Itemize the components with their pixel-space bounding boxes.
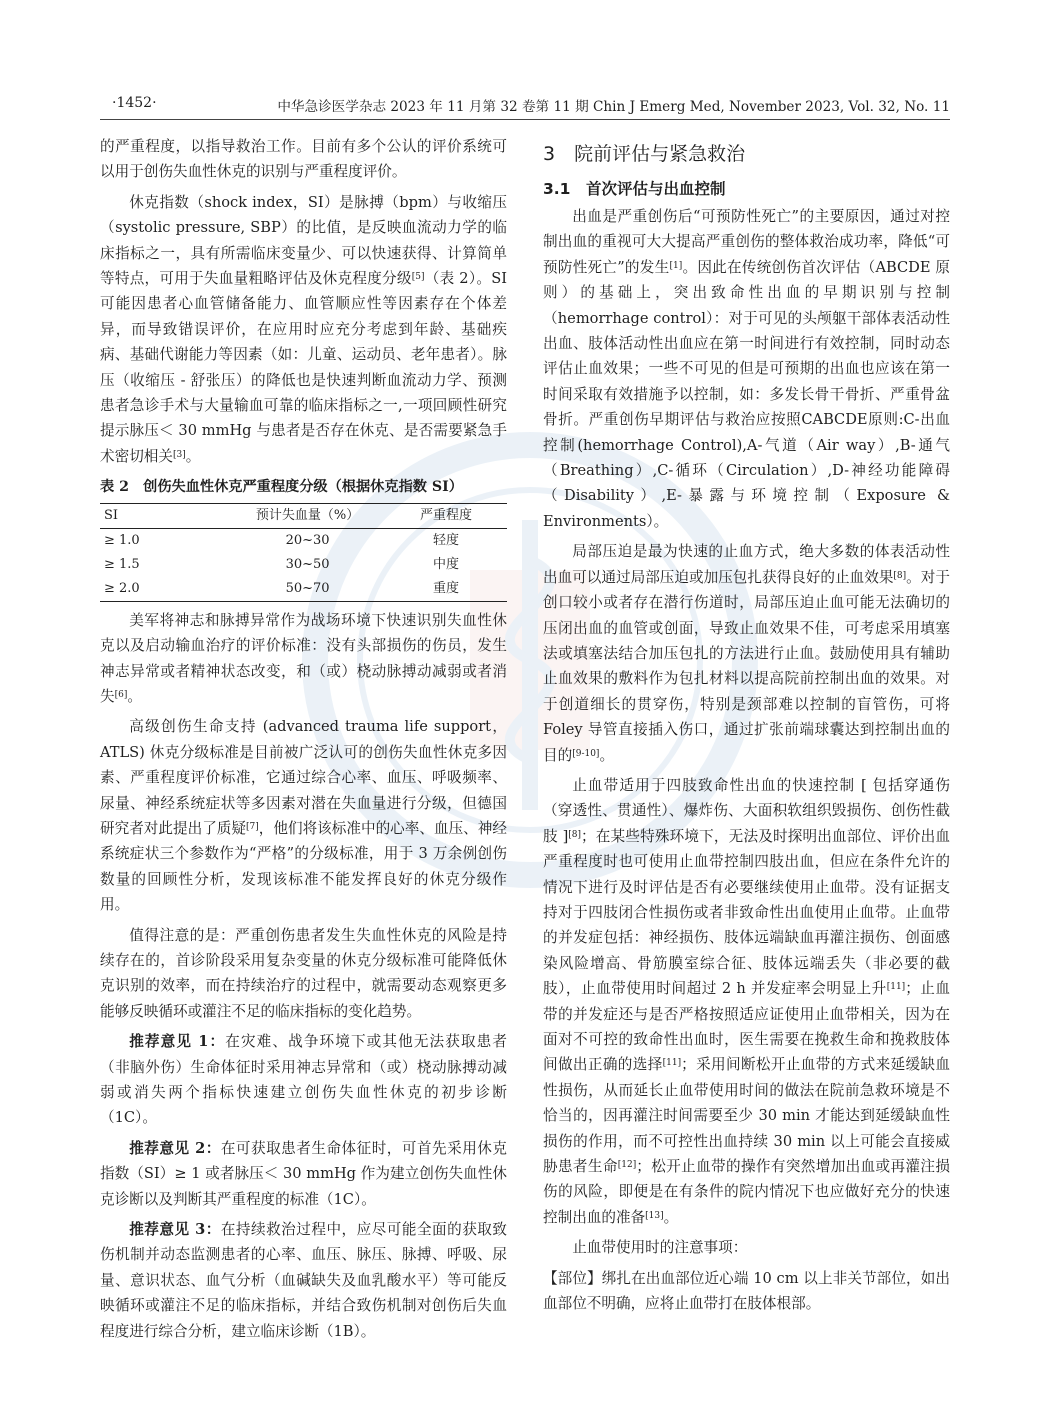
table-header-cell: 严重程度 <box>385 503 507 528</box>
paragraph-notes-title: 止血带使用时的注意事项： <box>572 1239 748 1257</box>
table-row <box>100 577 507 602</box>
paragraph-hemorrhage: 出血是严重创伤后“可预防性死亡”的主要原因，通过对控制出血的重视可大大提高严重创伤的整体救治成功率，降低“可预防性死亡”的发生[1]。因此在传统创伤首次评估（ABCDE 原则）的基础上，突出致命性出血的早期识别与控制（hemorrhage control）：对于可见的头颅躯干部体表活动性出血、肢体活动性出血应在第一时间进行有效控制，同时动态评估止血效果；一些不可见的但是可预期的出血也应该在第一时间采取有效措施予以控制，如：多发长骨干骨折、严重骨盆骨折。严重创伤早期评估与救治应按照CABCDE原则:C-出血控制(hemorrhage Control),A-气道（Air way）,B-通气（Breathing）,C-循环（Circulation）,D-神经功能障碍（Disability）,E-暴露与环境控制（Exposure & Environments）。 <box>543 208 950 530</box>
recommendation-3: 推荐意见 3：在持续救治过程中，应尽可能全面的获取致伤机制并动态监测患者的心率、血压、脉压、脉搏、呼吸、尿量、意识状态、血气分析（血碱缺失及血乳酸水平）等可能反映循环或灌注不足的临床指标，并结合致伤机制对创伤后失血程度进行综合分析，建立临床诊断（1B）。 <box>100 1221 507 1340</box>
subsection-heading: 3.1 首次评估与出血控制 <box>543 180 726 198</box>
table-cell: 重度 <box>385 577 507 602</box>
journal-running-title: 中华急诊医学杂志 2023 年 11 月第 32 卷第 11 期 Chin J Emerg Med, November 2023, Vol. 32, No. 11 <box>277 99 950 115</box>
section-heading: 3 院前评估与紧急救治 <box>543 143 746 165</box>
table-cell: 轻度 <box>432 532 459 548</box>
paragraph-compression: 局部压迫是最为快速的止血方式，绝大多数的体表活动性出血可以通过局部压迫或加压包扎获得良好的止血效果[8]。对于创口较小或者存在潜行伤道时，局部压迫止血可能无法确切的压闭出血的血管或创面，导致止血效果不佳，可考虑采用填塞法或填塞法结合加压包扎的方法进行止血。鼓励使用具有辅助止血效果的敷料作为包扎材料以提高院前控制出血的效果。对于创道细长的贯穿伤，特别是颈部难以控制的盲管伤，可将 Foley 导管直接插入伤口，通过扩张前端球囊达到控制出血的目的[9-10]。 <box>543 543 950 764</box>
table-cell: ≥ 2.0 <box>100 577 230 602</box>
paragraph-position: 【部位】绑扎在出血部位近心端 10 cm 以上非关节部位，如出血部位不明确，应将止血带打在肢体根部。 <box>543 1269 950 1313</box>
table-row <box>100 528 507 553</box>
page-number: ·1452· <box>112 95 157 111</box>
shock-severity-table <box>100 503 507 602</box>
table-cell: 中度 <box>432 556 459 572</box>
recommendation-1: 推荐意见 1：在灾难、战争环境下或其他无法获取患者（非脑外伤）生命体征时采用神志异常和（或）桡动脉搏动减弱或消失两个指标快速建立创伤失血性休克的初步诊断（1C）。 <box>100 1033 507 1127</box>
table-cell: 30~50 <box>285 556 330 572</box>
right-column <box>543 134 950 1321</box>
table-header-cell: 预计失血量（%） <box>230 503 385 528</box>
paragraph-atls: 高级创伤生命支持 (advanced trauma life support，ATLS) 休克分级标准是目前被广泛认可的创伤失血性休克多因素、严重程度评价标准，它通过综合心率、血压、呼吸频率、尿量、神经系统症状等多因素对潜在失血量进行分级，但德国研究者对此提出了质疑[7]，他们将该标准中的心率、血压、神经系统症状三个参数作为“严格”的分级标准，用于 3 万余例创伤数量的回顾性分析，发现该标准不能发挥良好的休克分级作用。 <box>100 718 507 914</box>
paragraph: 的严重程度，以指导救治工作。目前有多个公认的评价系统可以用于创伤失血性休克的识别与严重程度评价。 <box>100 138 507 181</box>
left-column <box>100 134 507 1349</box>
table-row <box>100 553 507 577</box>
table-cell: ≥ 1.0 <box>104 532 140 548</box>
recommendation-2: 推荐意见 2：在可获取患者生命体征时，可首先采用休克指数（SI）≥ 1 或者脉压＜ 30 mmHg 作为建立创伤失血性休克诊断以及判断其严重程度的标准（1C）。 <box>100 1139 507 1208</box>
paragraph-shock-index: 休克指数（shock index，SI）是脉搏（bpm）与收缩压（systolic pressure, SBP）的比值，是反映血流动力学的临床指标之一，具有所需临床变量少、可以快速获得、计算简单等特点，可用于失血量粗略评估及休克程度分级[5]（表 2）。SI 可能因患者心血管储备能力、血管顺应性等因素存在个体差异，而导致错误评价，在应用时应充分考虑到年龄、基础疾病、基础代谢能力等因素（如：儿童、运动员、老年患者）。脉压（收缩压 - 舒张压）的降低也是快速判断血流动力学、预测患者急诊手术与大量输血可靠的临床指标之一,一项回顾性研究提示脉压＜ 30 mmHg 与患者是否存在休克、是否需要紧急手术密切相关[3]。 <box>100 193 507 465</box>
table-caption: 表 2 创伤失血性休克严重程度分级（根据休克指数 SI） <box>100 479 463 496</box>
paragraph-note: 值得注意的是：严重创伤患者发生失血性休克的风险是持续存在的，首诊阶段采用复杂变量的休克分级标准可能降低休克识别的效率，而在持续治疗的过程中，就需要动态观察更多能够反映循环或灌注不足的临床指标的变化趋势。 <box>100 926 507 1020</box>
table-cell: ≥ 1.5 <box>104 556 140 572</box>
page-header <box>100 93 950 120</box>
table-cell: 20~30 <box>285 532 330 548</box>
paragraph-tourniquet: 止血带适用于四肢致命性出血的快速控制 [ 包括穿通伤（穿透性、贯通性）、爆炸伤、大面积软组织毁损伤、创伤性截肢 ][8]；在某些特殊环境下，无法及时探明出血部位、评价出血严重程度时也可使用止血带控制四肢出血，但应在条件允许的情况下进行及时评估是否有必要继续使用止血带。没有证据支持对于四肢闭合性损伤或者非致命性出血使用止血带。止血带的并发症包括：神经损伤、肢体远端缺血再灌注损伤、创面感染风险增高、骨筋膜室综合征、肢体远端丢失（非必要的截肢），止血带使用时间超过 2 h 并发症率会明显上升[11]；止血带的并发症还与是否严格按照适应证使用止血带相关，因为在面对不可控的致命性出血时，医生需要在挽救生命和挽救肢体间做出正确的选择[11]；采用间断松开止血带的方式来延缓缺血性损伤，从而延长止血带使用时间的做法在院前急救环境是不恰当的，因再灌注时间需要至少 30 min 才能达到延缓缺血性损伤的作用，而不可控性出血持续 30 min 以上可能会直接威胁患者生命[12]；松开止血带的操作有突然增加出血或再灌注损伤的风险，即便是在有条件的院内情况下也应做好充分的快速控制出血的准备[13]。 <box>543 776 950 1226</box>
paragraph-us-military: 美军将神志和脉搏异常作为战场环境下快速识别失血性休克以及启动输血治疗的评价标准：没有头部损伤的伤员，发生神志异常或者精神状态改变，和（或）桡动脉搏动减弱或者消失[6]。 <box>100 611 507 705</box>
table-header-cell: SI <box>100 503 230 528</box>
table-header-row <box>100 503 507 528</box>
table-cell: 50~70 <box>230 577 385 602</box>
